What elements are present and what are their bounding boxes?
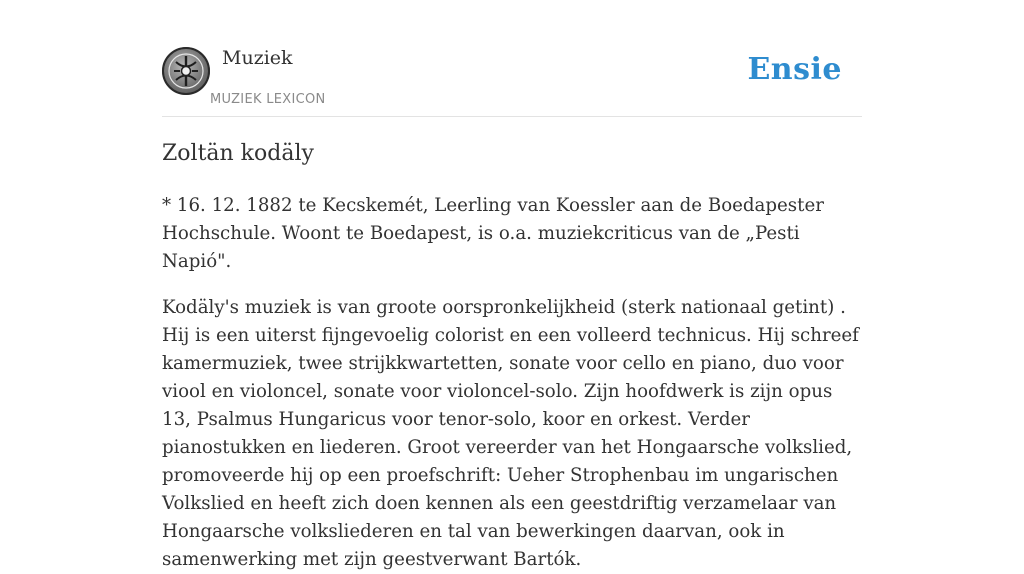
ensie-logo-link[interactable]: Ensie	[747, 52, 842, 87]
article	[162, 138, 862, 574]
section-name-link[interactable]: Muziek	[222, 47, 293, 69]
article-title: Zoltän kodäly	[162, 141, 314, 166]
music-lexicon-emblem-icon	[162, 47, 210, 95]
header	[162, 46, 862, 117]
section-avatar[interactable]	[162, 47, 210, 95]
article-paragraph: Kodäly's muziek is van groote oorspronkelijkheid (sterk nationaal getint) . Hij is een uiterst fijngevoelig colorist en een volleerd technicus. Hij schreef kamermuziek, twee strijkkwartetten, sonate voor cello en piano, duo voor viool en violoncel, sonate voor violoncel-solo. Zijn hoofdwerk is zijn opus 13, Psalmus Hungaricus voor tenor-solo, koor en orkest. Verder pianostukken en liederen. Groot vereerder van het Hongaarsche volkslied, promoveerde hij op een proefschrift: Ueher Strophenbau im ungarischen Volkslied en heeft zich doen kennen als een geestdriftig verzamelaar van Hongaarsche volksliederen en tal van bewerkingen daarvan, ook in samenwerking met zijn geestverwant Bartók.	[162, 297, 859, 570]
article-paragraph: * 16. 12. 1882 te Kecskemét, Leerling van Koessler aan de Boedapester Hochschule. Woont te Boedapest, is o.a. muziekcriticus van de „Pesti Napió".	[162, 195, 824, 272]
section-subtitle: MUZIEK LEXICON	[210, 92, 326, 107]
